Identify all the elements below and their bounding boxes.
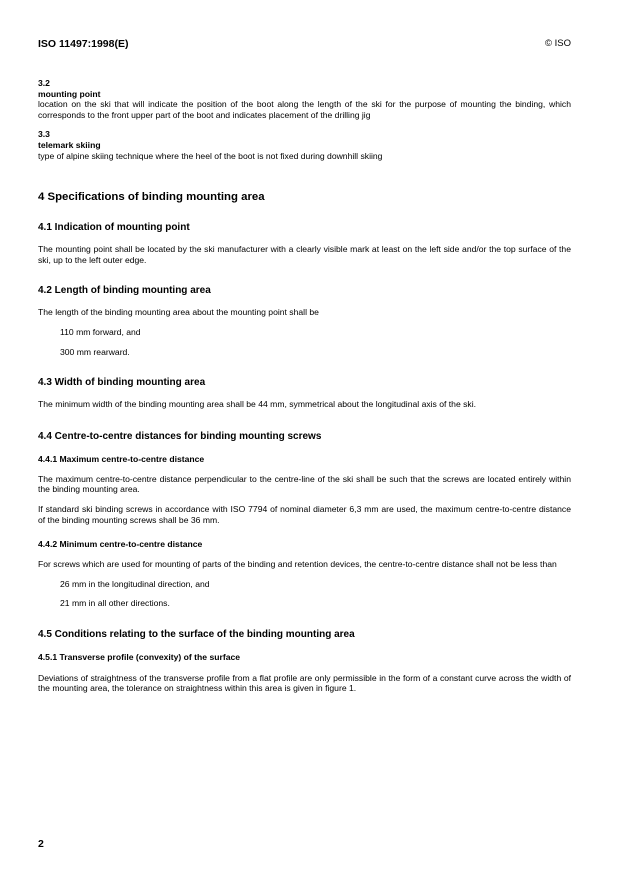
clause-4-5-heading: 4.5 Conditions relating to the surface of the binding mounting area: [38, 628, 355, 640]
clause-4-2-item-rearward: 300 mm rearward.: [60, 346, 130, 357]
clause-4-5-1-heading: 4.5.1 Transverse profile (convexity) of the surface: [38, 651, 241, 662]
clause-4-2-text: The length of the binding mounting area about the mounting point shall be: [38, 307, 319, 318]
clause-4-4-1-text-1: The maximum centre-to-centre distance perpendicular to the centre-line of the ski shall be such that the screws are located entirely within the binding mounting area.: [38, 473, 571, 495]
clause-4-2-heading: 4.2 Length of binding mounting area: [38, 285, 211, 297]
clause-4-4-2-item-longitudinal: 26 mm in the longitudinal direction, and: [60, 578, 210, 589]
copyright-header: © ISO: [544, 38, 571, 49]
clause-4-1-heading: 4.1 Indication of mounting point: [38, 222, 190, 234]
term-number: 3.3: [38, 129, 50, 140]
clause-4-heading: 4 Specifications of binding mounting area: [38, 191, 265, 204]
term-3-2: [38, 78, 571, 120]
page-content: [38, 78, 571, 694]
standard-number-header: ISO 11497:1998(E): [38, 38, 129, 50]
term-definition: type of alpine skiing technique where the heel of the boot is not fixed during downhill skiing: [38, 150, 383, 161]
clause-4-3-text: The minimum width of the binding mounting area shall be 44 mm, symmetrical about the longitudinal axis of the ski.: [38, 399, 477, 410]
clause-4-4-1-text-2: If standard ski binding screws in accordance with ISO 7794 of nominal diameter 6,3 mm are used, the maximum centre-to-centre distance of the binding mounting screws shall be 36 mm.: [38, 503, 571, 525]
clause-4-4-2-text: For screws which are used for mounting of parts of the binding and retention devices, the centre-to-centre distance shall not be less than: [38, 559, 557, 570]
clause-4-4-1-heading: 4.4.1 Maximum centre-to-centre distance: [38, 453, 205, 464]
clause-4-4-2-heading: 4.4.2 Minimum centre-to-centre distance: [38, 539, 203, 550]
clause-4-1-text: The mounting point shall be located by the ski manufacturer with a clearly visible mark at least on the left side and/or the top surface of the ski, up to the left outer edge.: [38, 244, 571, 265]
term-name: telemark skiing: [38, 139, 101, 150]
page-number: 2: [38, 838, 44, 850]
clause-4-4-2-item-other: 21 mm in all other directions.: [60, 598, 170, 609]
clause-4-2-item-forward: 110 mm forward, and: [60, 326, 141, 337]
term-name: mounting point: [38, 88, 101, 99]
term-3-3: [38, 129, 571, 161]
clause-4-5-1-text: Deviations of straightness of the transverse profile from a flat profile are only permissible in the form of a constant curve across the width of the mounting area, the tolerance on straightness within this area is given in figure 1.: [38, 672, 571, 694]
clause-4-4-heading: 4.4 Centre-to-centre distances for binding mounting screws: [38, 430, 322, 442]
term-number: 3.2: [38, 78, 50, 88]
clause-4-3-heading: 4.3 Width of binding mounting area: [38, 377, 206, 389]
term-definition: location on the ski that will indicate the position of the boot along the length of the ski for the purpose of mounting the binding, which corresponds to the front upper part of the boot and indicates placement of the drilling jig: [38, 99, 571, 120]
